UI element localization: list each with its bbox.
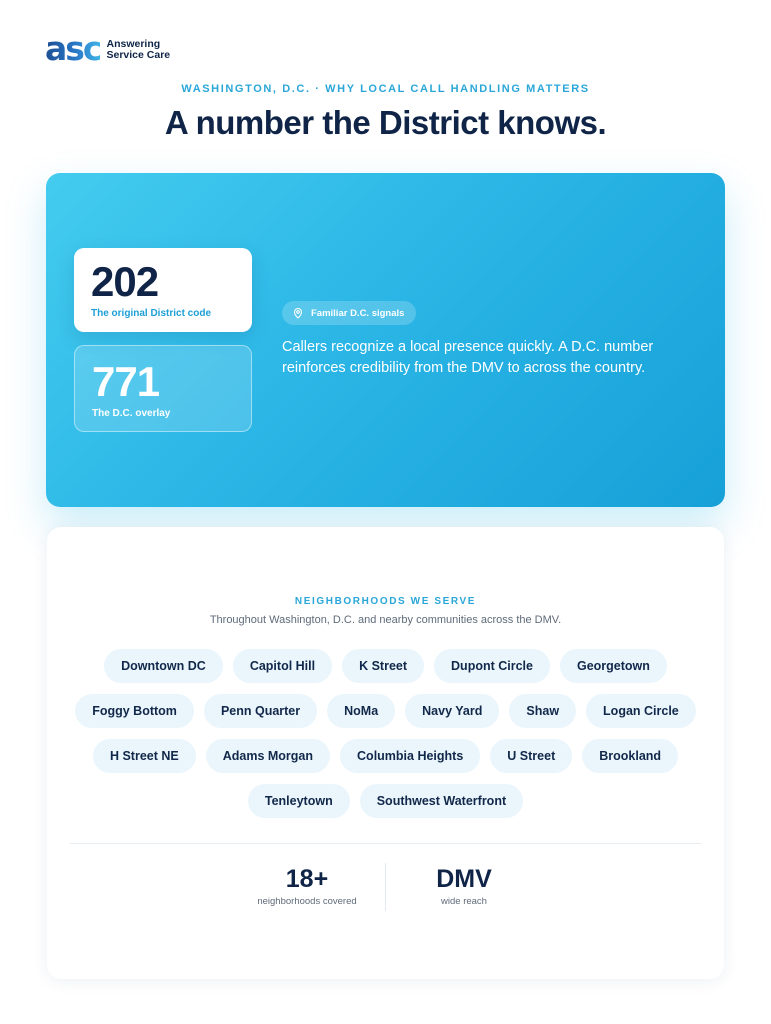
neighborhood-pill: Logan Circle: [586, 694, 696, 728]
neighborhood-pill: Capitol Hill: [233, 649, 332, 683]
area-code-label: The D.C. overlay: [92, 408, 171, 419]
neighborhood-pill: H Street NE: [93, 739, 196, 773]
stat-value: DMV: [436, 865, 492, 893]
hero-card: [46, 173, 725, 507]
neighborhood-list: [67, 649, 704, 818]
stat-label: wide reach: [441, 896, 487, 907]
neighborhood-pill: Navy Yard: [405, 694, 499, 728]
neighborhood-pill: Adams Morgan: [206, 739, 330, 773]
page-title: A number the District knows.: [164, 104, 607, 141]
map-pin-icon: [292, 307, 304, 319]
area-code-label: The original District code: [91, 308, 212, 319]
area-code-card-secondary: [74, 345, 252, 432]
neighborhood-pill: Georgetown: [560, 649, 667, 683]
neighborhood-pill: Downtown DC: [104, 649, 223, 683]
neighborhood-pill: NoMa: [327, 694, 395, 728]
stat-neighborhoods: [243, 863, 371, 911]
brand-logo[interactable]: [45, 29, 171, 68]
neighborhood-pill: Foggy Bottom: [75, 694, 194, 728]
neighborhood-pill: Shaw: [509, 694, 576, 728]
neighborhood-pill: Columbia Heights: [340, 739, 480, 773]
stat-separator: [385, 863, 386, 911]
area-code-number: 202: [91, 258, 159, 305]
area-code-number: 771: [92, 358, 160, 405]
logo-wordmark: [106, 39, 170, 61]
neighborhood-pill: Brookland: [582, 739, 678, 773]
area-code-card-primary: [74, 248, 252, 332]
neighborhood-pill: K Street: [342, 649, 424, 683]
stat-value: 18+: [285, 865, 329, 893]
hero-description: Callers recognize a local presence quickly. A D.C. number reinforces credibility from the DMV to across the country.: [282, 339, 654, 376]
signals-chip-label: Familiar D.C. signals: [311, 307, 405, 319]
stats-row: [47, 863, 724, 911]
logo-mark: asc: [45, 29, 101, 68]
neighborhood-pill: Dupont Circle: [434, 649, 550, 683]
neighborhood-pill: Southwest Waterfront: [360, 784, 523, 818]
neighborhood-pill: Tenleytown: [248, 784, 350, 818]
logo-line-1: Answering: [106, 38, 161, 50]
header-eyebrow: WASHINGTON, D.C. · WHY LOCAL CALL HANDLING MATTERS: [181, 83, 590, 95]
logo-line-2: Service Care: [106, 49, 171, 61]
neighborhoods-subtitle: Throughout Washington, D.C. and nearby communities across the DMV.: [209, 614, 562, 626]
neighborhood-pill: Penn Quarter: [204, 694, 317, 728]
neighborhoods-eyebrow: NEIGHBORHOODS WE SERVE: [294, 596, 477, 607]
signals-chip: [282, 301, 416, 325]
stats-divider: [70, 843, 701, 844]
stat-label: neighborhoods covered: [257, 896, 357, 907]
neighborhoods-card: [47, 527, 724, 979]
stat-reach: [400, 863, 528, 911]
neighborhood-pill: U Street: [490, 739, 572, 773]
